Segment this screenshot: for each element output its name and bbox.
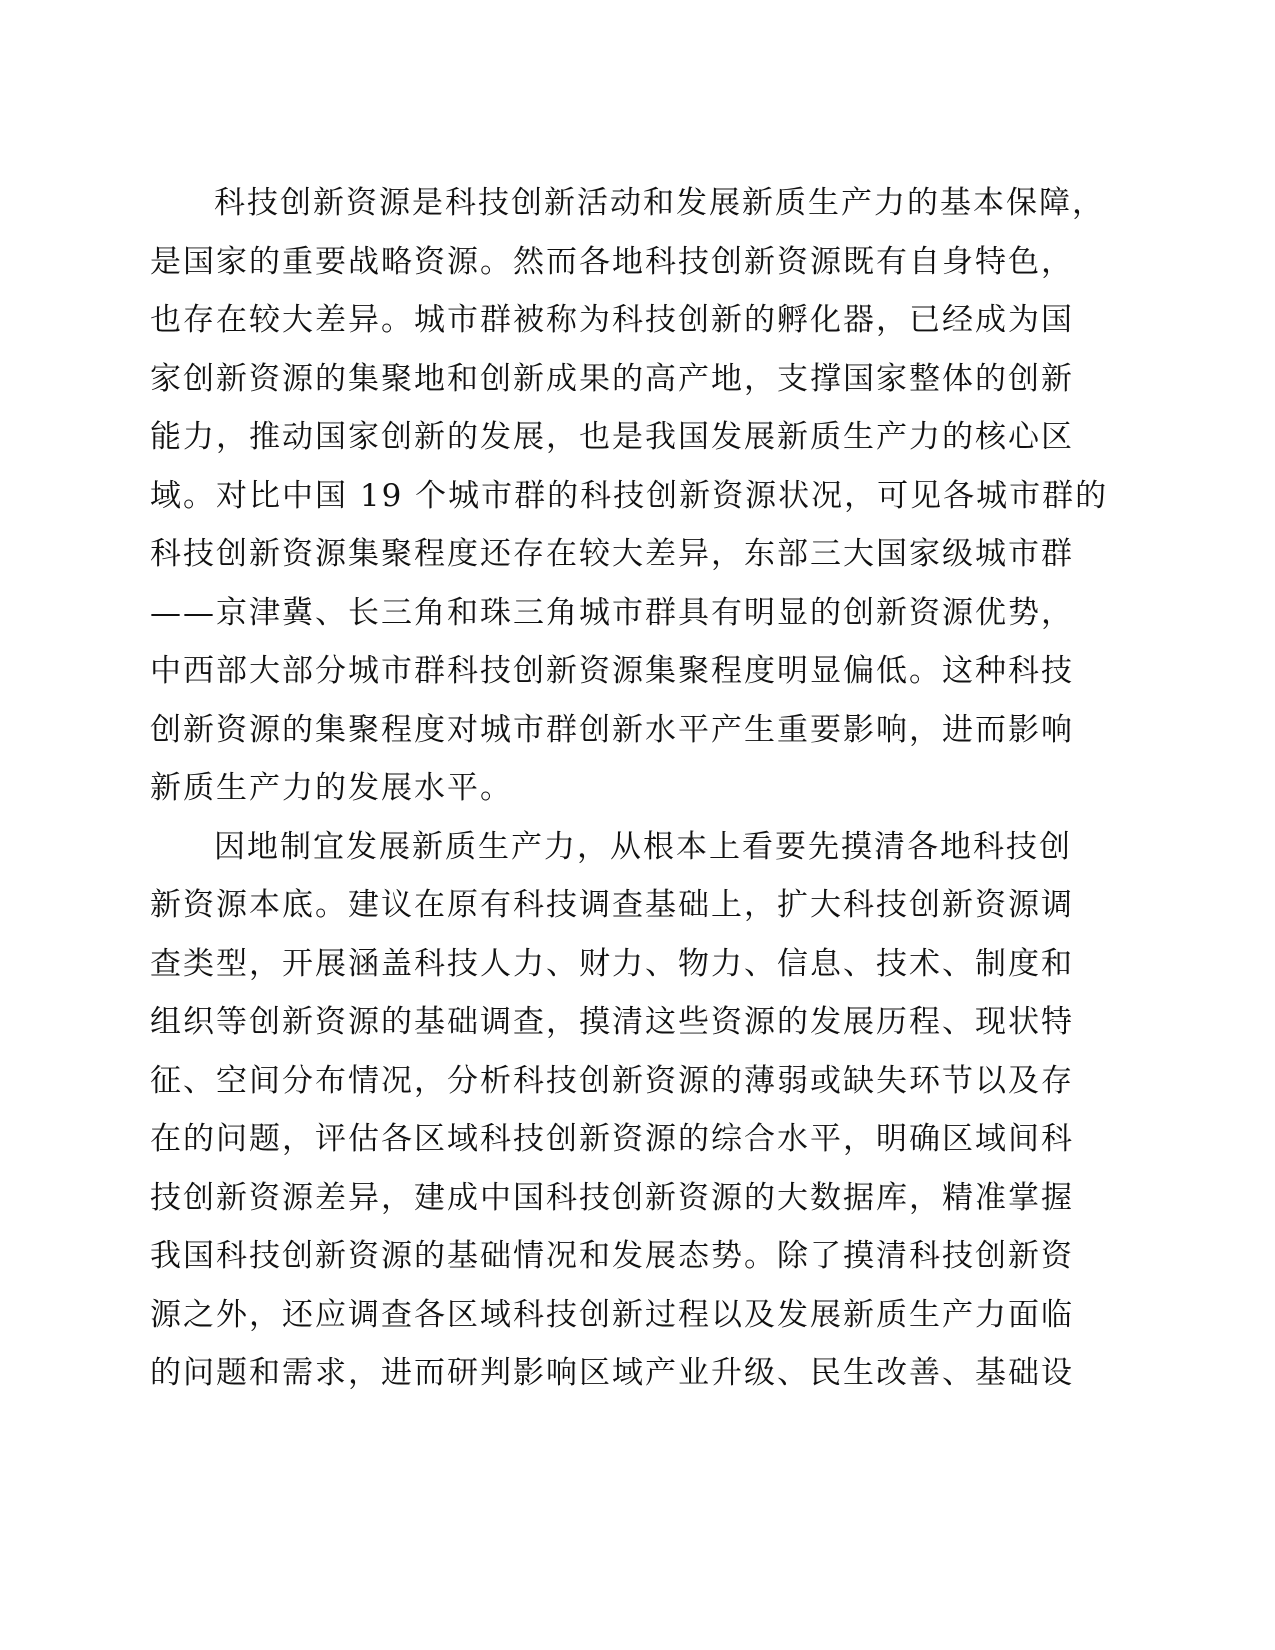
paragraph-2-line-8: 我国科技创新资源的基础情况和发展态势。除了摸清科技创新资 xyxy=(150,1238,1074,1274)
paragraph-1-line-3: 也存在较大差异。城市群被称为科技创新的孵化器，已经成为国 xyxy=(150,302,1074,338)
paragraph-1-line-4: 家创新资源的集聚地和创新成果的高产地，支撑国家整体的创新 xyxy=(150,360,1074,397)
paragraph-2-line-7: 技创新资源差异，建成中国科技创新资源的大数据库，精准掌握 xyxy=(150,1179,1074,1216)
document-body xyxy=(150,174,1109,1403)
paragraph-2-line-9: 源之外，还应调查各区域科技创新过程以及发展新质生产力面临 xyxy=(150,1296,1074,1333)
paragraph-2-line-3: 查类型，开展涵盖科技人力、财力、物力、信息、技术、制度和 xyxy=(150,945,1074,982)
paragraph-1-line-9: 中西部大部分城市群科技创新资源集聚程度明显偏低。这种科技 xyxy=(150,653,1074,689)
paragraph-2-line-6: 在的问题，评估各区域科技创新资源的综合水平，明确区域间科 xyxy=(150,1121,1074,1157)
paragraph-1-line-10: 创新资源的集聚程度对城市群创新水平产生重要影响，进而影响 xyxy=(150,711,1074,748)
paragraph-2-line-10: 的问题和需求，进而研判影响区域产业升级、民生改善、基础设 xyxy=(150,1355,1074,1391)
paragraph-2-line-4: 组织等创新资源的基础调查，摸清这些资源的发展历程、现状特 xyxy=(150,1004,1074,1040)
paragraph-1-line-5: 能力，推动国家创新的发展，也是我国发展新质生产力的核心区 xyxy=(150,419,1074,455)
paragraph-1-line-2: 是国家的重要战略资源。然而各地科技创新资源既有自身特色， xyxy=(150,243,1074,280)
paragraph-2-line-5: 征、空间分布情况，分析科技创新资源的薄弱或缺失环节以及存 xyxy=(150,1062,1074,1099)
paragraph-1-line-7: 科技创新资源集聚程度还存在较大差异，东部三大国家级城市群 xyxy=(150,536,1074,572)
paragraph-1-line-8: ——京津冀、长三角和珠三角城市群具有明显的创新资源优势， xyxy=(150,594,1074,631)
paragraph-1-line-11: 新质生产力的发展水平。 xyxy=(150,770,513,806)
paragraph-1-line-6: 域。对比中国 19 个城市群的科技创新资源状况，可见各城市群的 xyxy=(150,477,1109,514)
paragraph-2-line-2: 新资源本底。建议在原有科技调查基础上，扩大科技创新资源调 xyxy=(150,887,1074,923)
paragraph-1-line-1: 科技创新资源是科技创新活动和发展新质生产力的基本保障， xyxy=(214,185,1105,221)
paragraph-2-line-1: 因地制宜发展新质生产力，从根本上看要先摸清各地科技创 xyxy=(214,828,1072,865)
